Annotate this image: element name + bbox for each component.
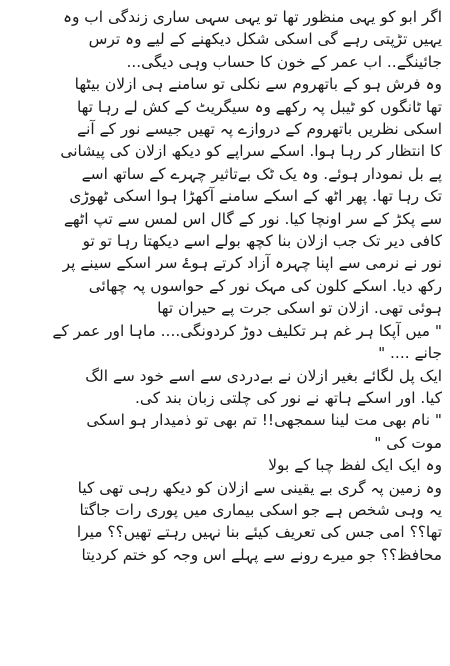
text-line: اسکی نظریں باتھروم کے دروازے پہ تھیں جیسے نور کے آنے: [77, 120, 442, 139]
text-line: یہ وہی شخص ہے جو اسکی بیماری میں پوری رات جاگتا: [79, 500, 442, 519]
text-line: موت کی ": [374, 433, 442, 452]
text-line: جائینگے.. اب عمر کے خون کا حساب وہی دیگی...: [126, 52, 442, 71]
text-line: کافی دیر تک جب ازلان بنا کچھ بولے اسے دیکھتا رہا تو تو: [82, 232, 442, 251]
text-line: " میں آپکا ہر غم ہر تکلیف دوڑ کردونگی.... ماہا اور عمر کے: [52, 321, 442, 340]
text-line: " نام بھی مت لینا سمجھی!! تم بھی تو ذمیدار ہو اسکی: [86, 411, 442, 430]
text-line: نور نے نرمی سے اپنا چہرہ آزاد کرتے ہوۓ سر اسکے سینے پر: [62, 254, 442, 273]
text-line: یہیں تڑپتی رہے گی اسکی شکل دیکھنے کے لیے وہ ترس: [88, 30, 442, 49]
text-line: پے بل نمودار ہوئے. وہ یک ٹک بےتاثیر چہرے کے ساتھ اسے: [81, 164, 442, 183]
text-line: تھا ٹانگوں کو ٹیبل پہ رکھے وہ سیگریٹ کے کش لے رہا تھا: [76, 97, 442, 116]
text-line: تھا؟؟ امی جس کی تعریف کیئے بنا نہیں رہتے تھیں؟؟ میرا: [76, 523, 442, 542]
text-line: جانے .... ": [378, 344, 442, 363]
text-line: وہ ایک ایک لفظ چبا کے بولا: [268, 456, 442, 475]
text-line: اگر ابو کو یہی منظور تھا تو یہی سہی ساری زندگی اب وہ: [62, 8, 442, 26]
text-line: وہ زمین پہ گری بے یقینی سے ازلان کو دیکھ رہی تھی کیا: [77, 478, 442, 497]
text-line: ایک پل لگائے بغیر ازلان نے بےدردی سے اسے خود سے الگ: [85, 366, 442, 385]
text-line: ہوئی تھی. ازلان تو اسکی جرت پے حیران تھا: [157, 299, 442, 318]
text-line: سے پکڑ کے سر اونچا کیا. نور کے گال اس لمس سے تپ اٹھے: [63, 209, 442, 228]
text-line: تک رہا تھا. پھر اٹھ کے اسکے سامنے آکھڑا ہوا اسکی ٹھوڑی: [69, 187, 442, 206]
text-line: کیا. اور اسکے ہاتھ نے نور کی چلتی زبان بند کی.: [135, 388, 442, 407]
text-line: محافظ؟؟ جو میرے رونے سے پہلے اس وجہ کو ختم کردیتا: [81, 545, 442, 564]
text-line: کا انتظار کر رہا ہوا. اسکے سراپے کو دیکھ ازلان کی پیشانی: [60, 142, 442, 161]
text-line: وہ فرش ہو کے باتھروم سے نکلی تو سامنے ہی ازلان بیٹھا: [74, 75, 442, 94]
text-line: رکھ دیا. اسکے کلون کی مہک نور کے حواسوں پہ چھائی: [88, 276, 442, 295]
